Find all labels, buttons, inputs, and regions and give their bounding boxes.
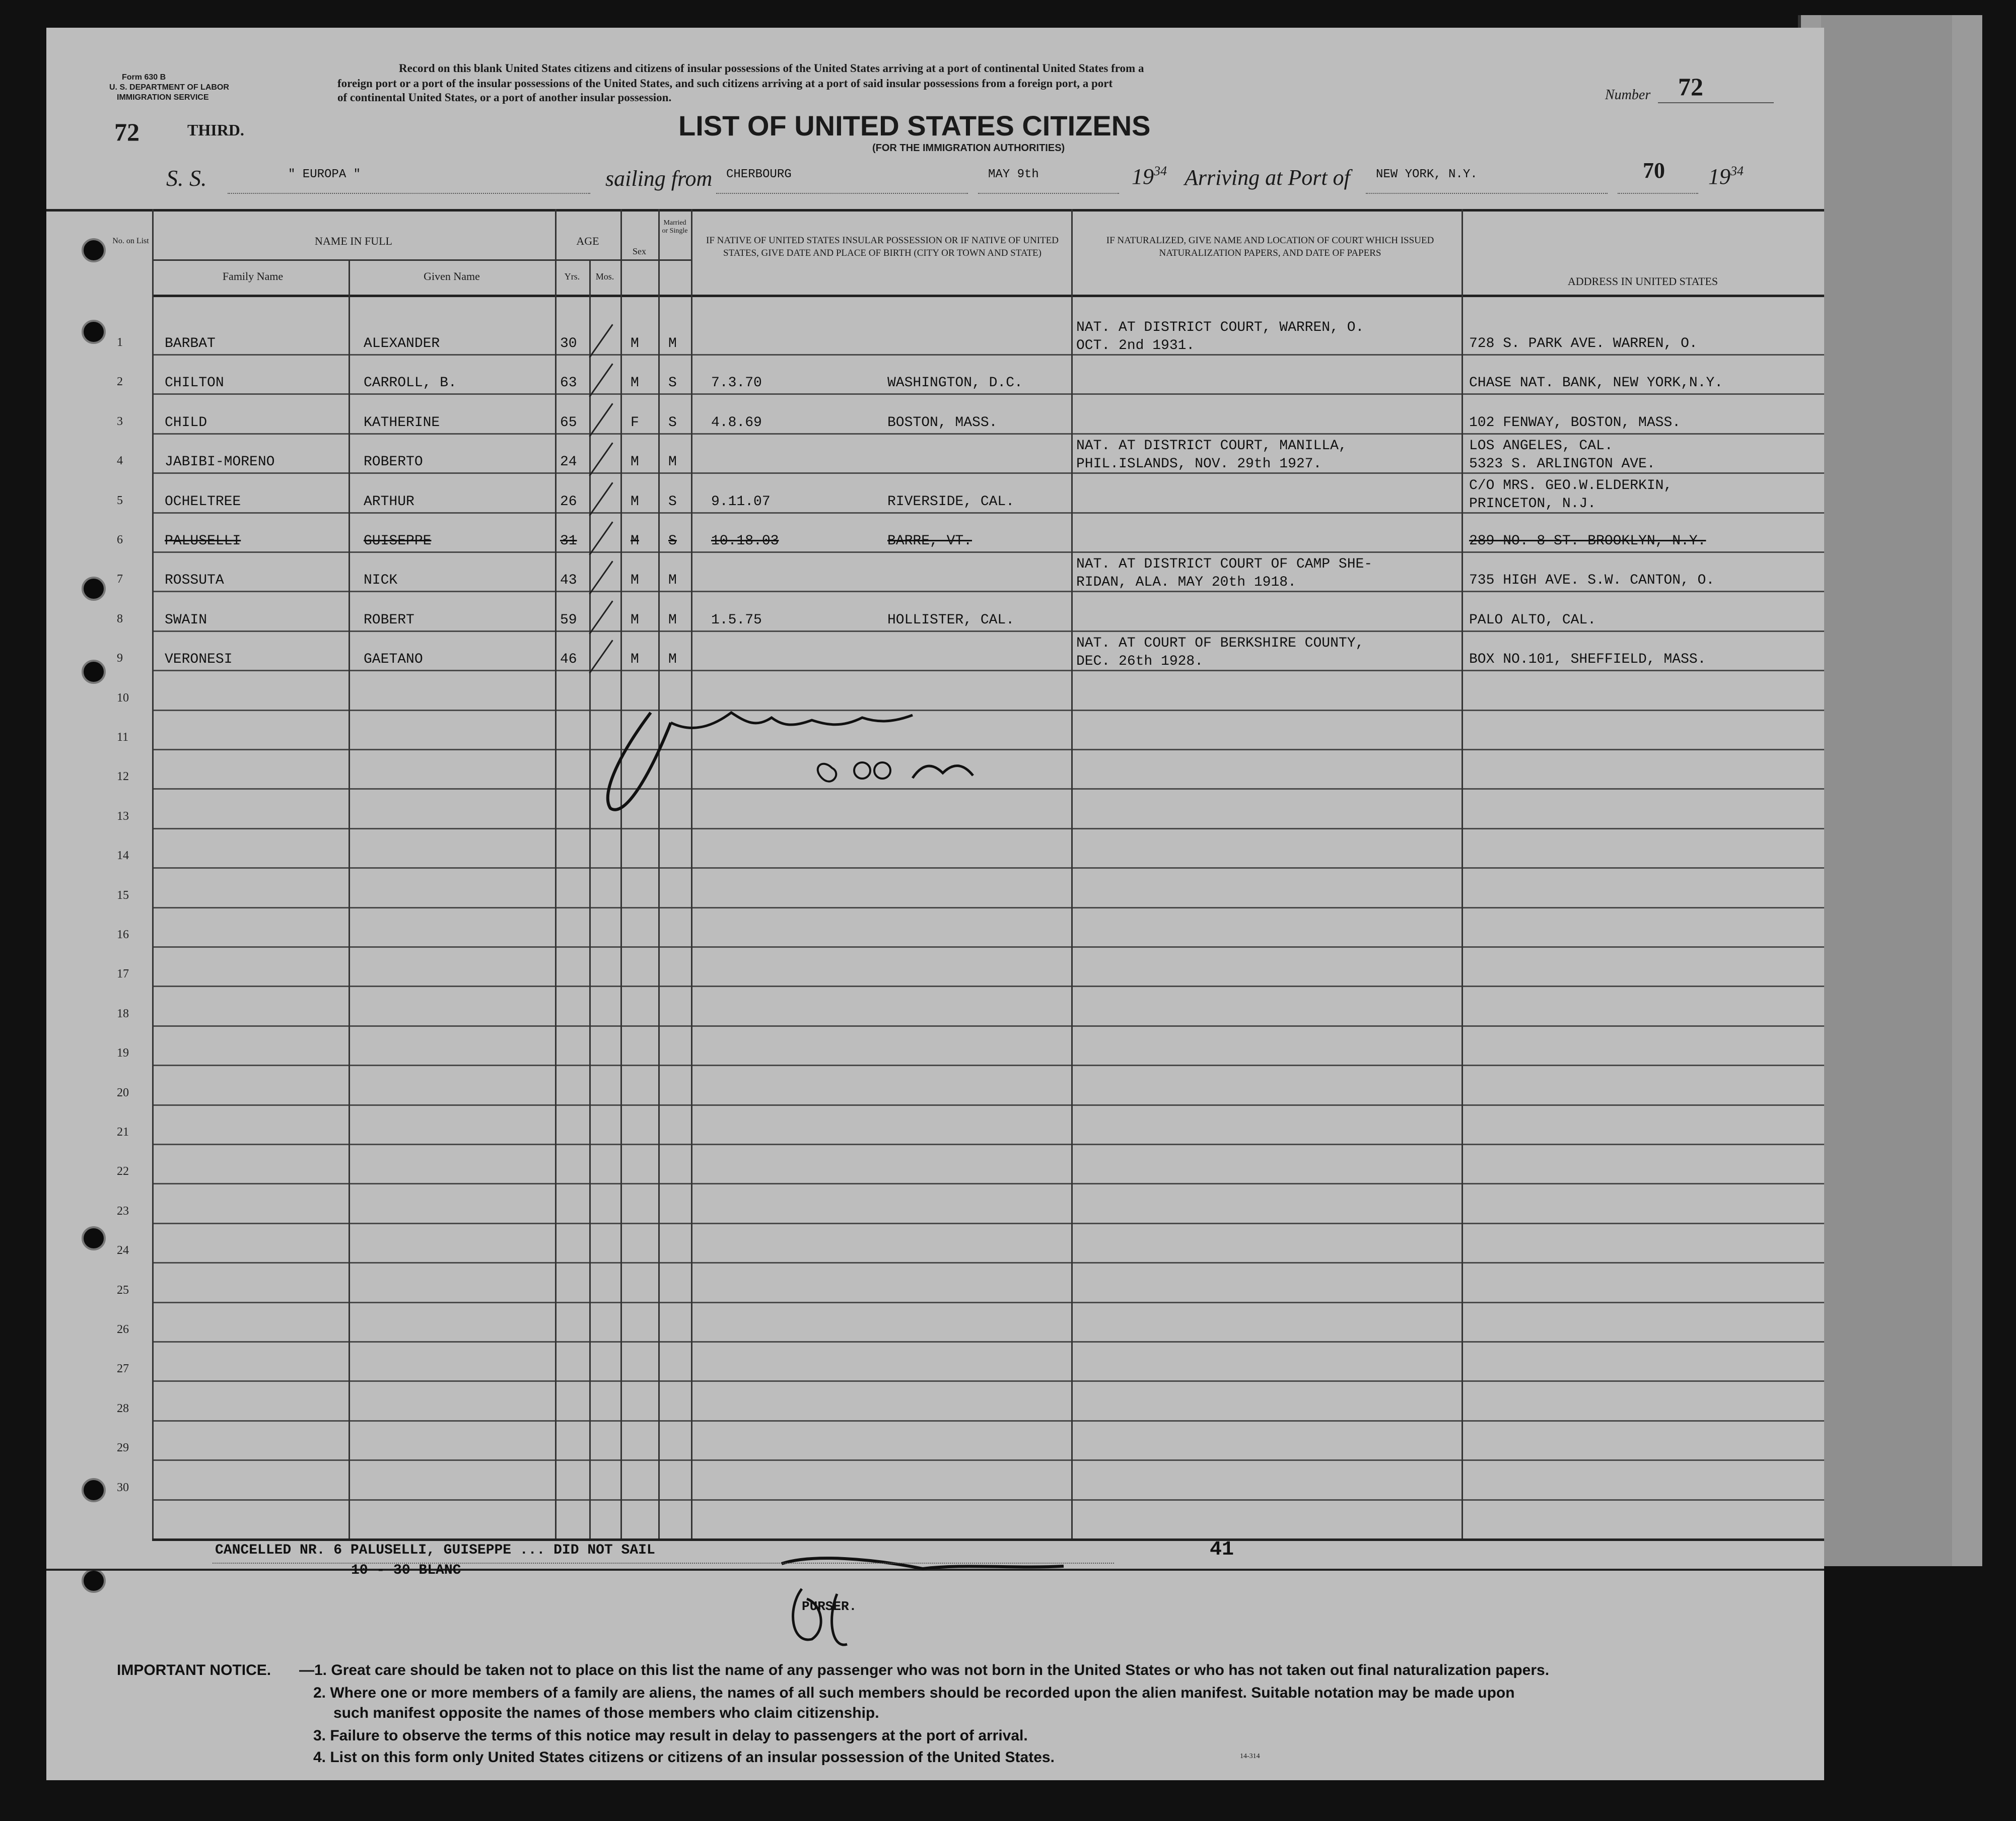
row-number: 30 [117, 1481, 129, 1494]
col-line [1071, 209, 1073, 1538]
header-birth: IF NATIVE OF UNITED STATES INSULAR POSSESSION OR IF NATIVE OF UNITED STATES, GIVE DATE AND PLACE OF BIRTH (CITY OR TOWN AND STATE) [706, 235, 1059, 258]
table-bottom-border [152, 1538, 1824, 1541]
binder-hole [82, 577, 106, 601]
cell-addr1: C/O MRS. GEO.W.ELDERKIN, [1469, 478, 1673, 494]
cell-bdate: 7.3.70 [711, 375, 762, 391]
row-line [152, 433, 1824, 435]
cell-addr1: LOS ANGELES, CAL. [1469, 438, 1613, 454]
cell-addr1: CHASE NAT. BANK, NEW YORK,N.Y. [1469, 375, 1723, 391]
row-line [152, 1065, 1824, 1066]
cell-bplace: HOLLISTER, CAL. [887, 612, 1015, 628]
binder-hole [82, 1226, 106, 1250]
row-number: 20 [117, 1086, 129, 1099]
cell-nat2: OCT. 2nd 1931. [1076, 338, 1195, 354]
cell-ms: M [668, 612, 677, 628]
cell-sex: M [631, 494, 639, 510]
cell-given: ROBERTO [364, 454, 423, 470]
cell-bplace: RIVERSIDE, CAL. [887, 494, 1015, 510]
cell-sex: M [631, 652, 639, 667]
cell-given: GAETANO [364, 652, 423, 667]
row-line [152, 472, 1824, 474]
cell-bdate: 4.8.69 [711, 415, 762, 431]
page-left-number: 72 [114, 118, 140, 146]
cell-ms: M [668, 336, 677, 352]
cell-family: OCHELTREE [165, 494, 241, 510]
year-prefix: 19 [1708, 164, 1730, 189]
header-family-name: Family Name [222, 270, 284, 283]
print-code: 14-314 [1240, 1753, 1260, 1760]
row-number: 29 [117, 1441, 129, 1454]
row-number: 3 [117, 415, 123, 428]
inspector-signature [590, 692, 1124, 844]
notice-label: IMPORTANT NOTICE. [117, 1662, 271, 1678]
service: IMMIGRATION SERVICE [117, 93, 209, 102]
row-number: 27 [117, 1362, 129, 1375]
cell-sex: M [631, 336, 639, 352]
year-suffix: 34 [1154, 164, 1167, 178]
row-line [152, 1380, 1824, 1382]
cell-family: CHILD [165, 415, 207, 431]
row-number: 10 [117, 691, 129, 705]
cell-sex: M [631, 612, 639, 628]
instruction-line: of continental United States, or a port of another insular possession. [337, 91, 672, 104]
cancelled-note: CANCELLED NR. 6 PALUSELLI, GUISEPPE ... DID NOT SAIL [215, 1543, 655, 1558]
mos-check-mark [589, 482, 613, 516]
header-yrs: Yrs. [564, 271, 580, 282]
cell-age: 26 [560, 494, 577, 510]
row-number: 18 [117, 1007, 129, 1020]
cell-given: ARTHUR [364, 494, 414, 510]
row-number: 4 [117, 454, 123, 467]
row-number: 5 [117, 494, 123, 507]
row-line [152, 1459, 1824, 1461]
col-line [691, 209, 692, 1538]
sailing-label: sailing from [605, 166, 713, 191]
row-number: 28 [117, 1402, 129, 1415]
header-married: Married or Single [662, 219, 688, 235]
cell-addr1: BOX NO.101, SHEFFIELD, MASS. [1469, 652, 1706, 667]
cell-addr2: 5323 S. ARLINGTON AVE. [1469, 456, 1655, 472]
cell-age: 59 [560, 612, 577, 628]
number-label: Number [1605, 87, 1651, 103]
cell-ms: S [668, 415, 677, 431]
col-line [1462, 209, 1463, 1538]
row-number: 1 [117, 336, 123, 349]
cell-given: ALEXANDER [364, 336, 440, 352]
port-to: NEW YORK, N.Y. [1376, 168, 1478, 181]
cell-family: ROSSUTA [165, 573, 224, 588]
row-line [152, 1144, 1824, 1145]
binder-hole [82, 1478, 106, 1502]
row-number: 11 [117, 731, 129, 744]
row-number: 9 [117, 652, 123, 665]
row-number: 2 [117, 375, 123, 388]
cancelled-underline [213, 1563, 1114, 1564]
cell-sex: M [631, 573, 639, 588]
row-number: 6 [117, 533, 123, 546]
year-prefix: 19 [1132, 164, 1154, 189]
mos-check-mark [589, 403, 613, 437]
year-from [1132, 164, 1167, 189]
row-number: 12 [117, 770, 129, 783]
port-from: CHERBOURG [726, 168, 792, 181]
department: U. S. DEPARTMENT OF LABOR [109, 83, 229, 92]
col-line [589, 259, 591, 1538]
cell-sex: M [631, 533, 639, 549]
cell-age: 43 [560, 573, 577, 588]
ss-label: S. S. [166, 165, 207, 191]
binder-hole [82, 238, 106, 262]
cell-age: 24 [560, 454, 577, 470]
cell-addr1: 102 FENWAY, BOSTON, MASS. [1469, 415, 1681, 431]
arriving-label: Arriving at Port of [1185, 165, 1350, 190]
total-count: 41 [1210, 1538, 1234, 1561]
cell-age: 30 [560, 336, 577, 352]
row-line [152, 907, 1824, 908]
mos-check-mark [589, 521, 613, 555]
cell-bdate: 10.18.03 [711, 533, 779, 549]
row-number: 13 [117, 810, 129, 823]
cell-ms: M [668, 652, 677, 667]
row-number: 19 [117, 1046, 129, 1060]
cell-given: GUISEPPE [364, 533, 432, 549]
page-subtitle: (FOR THE IMMIGRATION AUTHORITIES) [872, 143, 1065, 154]
header-age: AGE [576, 235, 599, 247]
cell-given: ROBERT [364, 612, 414, 628]
row-line [152, 1420, 1824, 1422]
cell-age: 63 [560, 375, 577, 391]
col-line [152, 209, 154, 1538]
ship-underline [228, 193, 590, 194]
row-line [152, 1341, 1824, 1343]
row-line [152, 1223, 1824, 1224]
cell-addr1: 735 HIGH AVE. S.W. CANTON, O. [1469, 573, 1715, 588]
header-sex: Sex [633, 246, 646, 256]
purser-label: PURSER. [802, 1599, 857, 1614]
row-line [152, 1025, 1824, 1027]
row-line [152, 393, 1824, 395]
cell-ms: M [668, 573, 677, 588]
cell-bplace: BOSTON, MASS. [887, 415, 998, 431]
row-number: 21 [117, 1126, 129, 1139]
cell-family: PALUSELLI [165, 533, 241, 549]
cell-bplace: BARRE, VT. [887, 533, 972, 549]
col-line [349, 259, 350, 1538]
mos-check-mark [589, 561, 613, 594]
row-line [152, 1183, 1824, 1184]
cell-family: BARBAT [165, 336, 216, 352]
binder-hole [82, 660, 106, 684]
notice-2b: such manifest opposite the names of those members who claim citizenship. [333, 1705, 879, 1721]
date-to-underline [1618, 193, 1698, 194]
date-to: 70 [1643, 158, 1665, 183]
mos-check-mark [589, 324, 613, 358]
row-line [152, 512, 1824, 514]
binder-hole [82, 320, 106, 344]
form-number: Form 630 B [122, 73, 166, 82]
notice-1: —1. Great care should be taken not to place on this list the name of any passenger who was not born in the United States or who has not taken out final naturalization papers. [299, 1662, 1550, 1678]
cell-ms: S [668, 375, 677, 391]
cell-addr1: PALO ALTO, CAL. [1469, 612, 1596, 628]
row-line [152, 867, 1824, 869]
cell-nat2: DEC. 26th 1928. [1076, 654, 1204, 669]
cell-sex: M [631, 375, 639, 391]
row-number: 26 [117, 1323, 129, 1336]
cell-ms: S [668, 533, 677, 549]
notice-3: 3. Failure to observe the terms of this notice may result in delay to passengers at the port of arrival. [313, 1727, 1028, 1744]
cell-nat2: RIDAN, ALA. MAY 20th 1918. [1076, 575, 1296, 590]
table-top-border [46, 209, 1824, 212]
row-number: 7 [117, 573, 123, 586]
cell-bdate: 1.5.75 [711, 612, 762, 628]
row-line [152, 631, 1824, 632]
port-to-underline [1366, 193, 1608, 194]
cell-family: SWAIN [165, 612, 207, 628]
class-label: THIRD. [187, 121, 244, 139]
mos-check-mark [589, 363, 613, 397]
cell-age: 65 [560, 415, 577, 431]
cell-given: KATHERINE [364, 415, 440, 431]
row-line [152, 354, 1824, 356]
row-number: 22 [117, 1165, 129, 1178]
col-line [555, 209, 557, 1538]
row-line [152, 946, 1824, 948]
instruction-line: Record on this blank United States citizens and citizens of insular possessions of the United States arriving at a port of continental United States from a [399, 62, 1144, 75]
header-name-in-full: NAME IN FULL [315, 235, 392, 247]
header-naturalized: IF NATURALIZED, GIVE NAME AND LOCATION OF COURT WHICH ISSUED NATURALIZATION PAPERS, AND DATE OF PAPERS [1106, 235, 1434, 258]
year-to [1708, 164, 1744, 189]
notice-2a: 2. Where one or more members of a family are aliens, the names of all such members should be recorded upon the alien manifest. Suitable notation may be made upon [313, 1685, 1515, 1701]
header-no: No. on List [112, 237, 149, 245]
cell-addr2: PRINCETON, N.J. [1469, 496, 1596, 512]
mos-check-mark [589, 600, 613, 634]
cell-nat2: PHIL.ISLANDS, NOV. 29th 1927. [1076, 456, 1322, 472]
col-line [620, 209, 622, 1538]
cell-given: CARROLL, B. [364, 375, 457, 391]
row-number: 24 [117, 1244, 129, 1257]
row-line [152, 1104, 1824, 1106]
row-number: 17 [117, 967, 129, 980]
cell-nat1: NAT. AT DISTRICT COURT OF CAMP SHE- [1076, 556, 1373, 572]
subheader-line [152, 259, 691, 261]
cell-nat1: NAT. AT DISTRICT COURT, WARREN, O. [1076, 320, 1364, 335]
cell-family: JABIBI-MORENO [165, 454, 275, 470]
cell-nat1: NAT. AT DISTRICT COURT, MANILLA, [1076, 438, 1347, 454]
cell-nat1: NAT. AT COURT OF BERKSHIRE COUNTY, [1076, 636, 1364, 651]
cell-sex: M [631, 454, 639, 470]
col-line [658, 209, 660, 1538]
cell-ms: M [668, 454, 677, 470]
ship-name: " EUROPA " [288, 168, 361, 181]
row-line [152, 1262, 1824, 1264]
number-value: 72 [1678, 73, 1703, 101]
manifest-page [46, 28, 1824, 1780]
cell-bplace: WASHINGTON, D.C. [887, 375, 1023, 391]
row-line [152, 591, 1824, 592]
number-underline [1658, 102, 1774, 103]
row-line [152, 986, 1824, 987]
underlying-sheet [1798, 15, 1982, 1566]
cell-given: NICK [364, 573, 398, 588]
notice-4: 4. List on this form only United States citizens or citizens of an insular possession of the United States. [313, 1749, 1055, 1766]
cell-age: 31 [560, 533, 577, 549]
row-number: 25 [117, 1284, 129, 1297]
row-number: 14 [117, 849, 129, 862]
header-given-name: Given Name [424, 270, 480, 283]
page-title: LIST OF UNITED STATES CITIZENS [678, 110, 1151, 142]
row-number: 15 [117, 889, 129, 902]
year-suffix: 34 [1730, 164, 1744, 178]
row-number: 23 [117, 1205, 129, 1218]
cell-sex: F [631, 415, 639, 431]
blanc-note: 10 - 30 BLANC [351, 1563, 461, 1578]
row-line [152, 551, 1824, 553]
port-from-underline [716, 193, 968, 194]
cell-age: 46 [560, 652, 577, 667]
cell-family: VERONESI [165, 652, 233, 667]
date-from-underline [978, 193, 1119, 194]
cell-family: CHILTON [165, 375, 224, 391]
cell-addr1: 728 S. PARK AVE. WARREN, O. [1469, 336, 1698, 352]
date-from: MAY 9th [988, 168, 1039, 181]
binder-hole [82, 1569, 106, 1593]
instruction-line: foreign port or a port of the insular possessions of the United States, and such citizens arriving at a port of said insular possessions from a foreign port, a port [337, 77, 1113, 90]
row-line [152, 670, 1824, 671]
row-line [152, 1302, 1824, 1303]
mos-check-mark [589, 442, 613, 476]
row-number: 8 [117, 612, 123, 625]
cell-ms: S [668, 494, 677, 510]
header-mos: Mos. [595, 271, 614, 282]
cell-bdate: 9.11.07 [711, 494, 771, 510]
cell-addr1: 289 NO. 8 ST. BROOKLYN, N.Y. [1469, 533, 1706, 549]
row-number: 16 [117, 928, 129, 941]
row-line [152, 1499, 1824, 1501]
mos-check-mark [589, 640, 613, 673]
header-address: ADDRESS IN UNITED STATES [1567, 275, 1718, 288]
table-header-border [152, 295, 1824, 297]
